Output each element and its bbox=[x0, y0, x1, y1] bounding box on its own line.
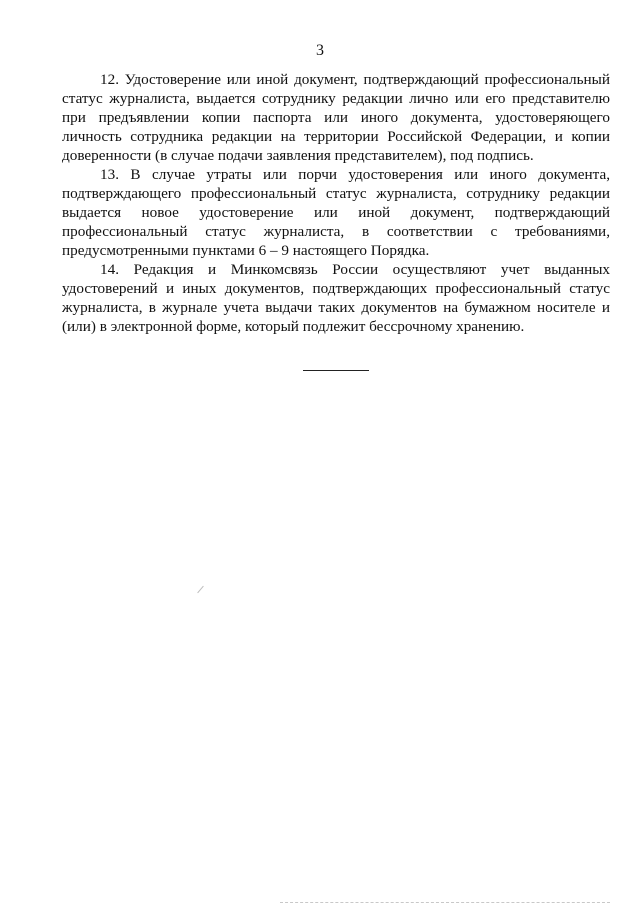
page-number: 3 bbox=[316, 42, 324, 59]
end-divider-line bbox=[303, 370, 369, 371]
scan-artifact-mark bbox=[197, 586, 204, 594]
paragraph-12: 12. Удостоверение или иной документ, подтверждающий профессиональный статус журналиста, выдается сотруднику редакции лично или его представителю при предъявлении копии паспорта или иного документа, удостоверяющего личность сотрудника редакции на территории Российской Федерации, и копии доверенности (в случае подачи заявления представителем), под подпись. bbox=[62, 71, 610, 164]
paragraph-13: 13. В случае утраты или порчи удостоверения или иного документа, подтверждающего профессиональный статус журналиста, сотруднику редакции выдается новое удостоверение или иной документ, подтверждающий профессиональный статус журналиста, в соответствии с требованиями, предусмотренными пунктами 6 – 9 настоящего Порядка. bbox=[62, 166, 610, 259]
scan-bottom-edge bbox=[280, 902, 610, 903]
document-body bbox=[62, 70, 610, 336]
paragraph-14: 14. Редакция и Минкомсвязь России осуществляют учет выданных удостоверений и иных документов, подтверждающих профессиональный статус журналиста, в журнале учета выдачи таких документов на бумажном носителе и (или) в электронной форме, который подлежит бессрочному хранению. bbox=[62, 261, 610, 335]
